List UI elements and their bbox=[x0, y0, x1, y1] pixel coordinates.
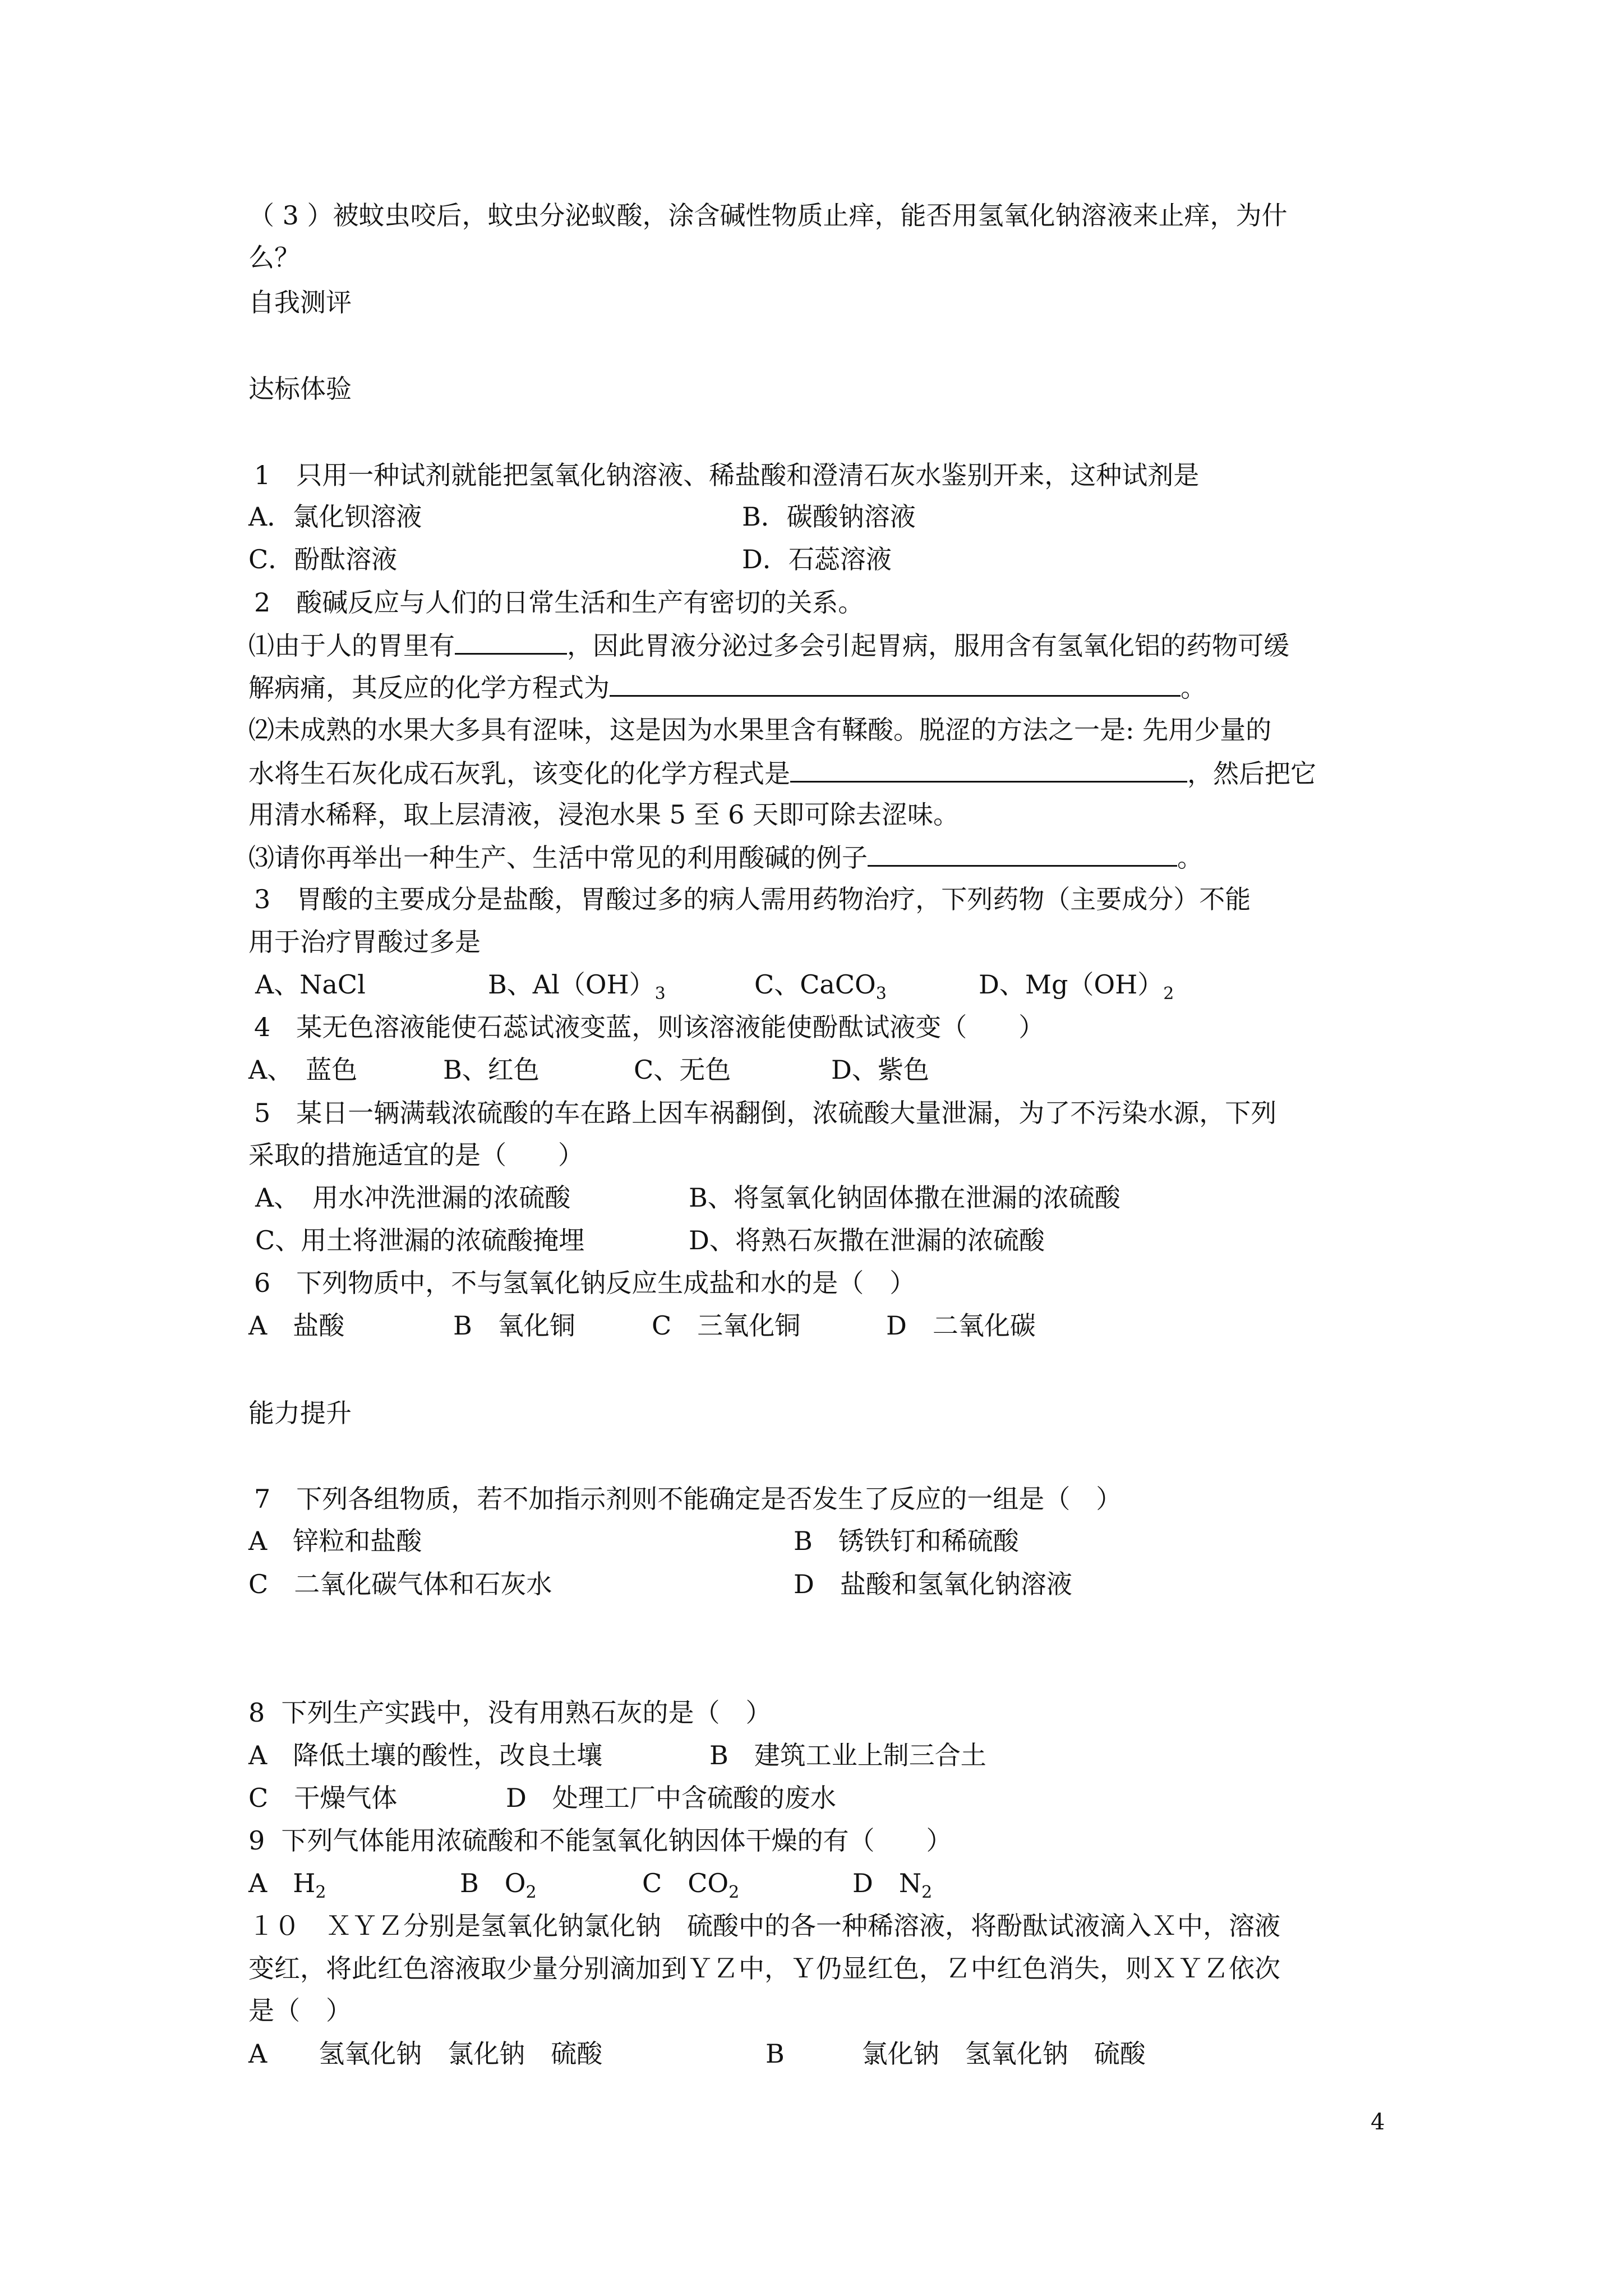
q2-part1-line2: 解病痛，其反应的化学方程式为 。 bbox=[248, 670, 1206, 704]
q6-option-c: C 三氧化铜 bbox=[652, 1310, 801, 1341]
q1-option-a: A．氯化钡溶液 bbox=[248, 501, 422, 532]
q5-stem-line2: 采取的措施适宜的是（ ） bbox=[248, 1140, 584, 1170]
heading-self-eval: 自我测评 bbox=[248, 287, 352, 318]
q2-part2-line1: ⑵未成熟的水果大多具有涩味，这是因为水果里含有鞣酸。脱涩的方法之一是: 先用少量的 bbox=[248, 715, 1272, 745]
q8-option-d: D 处理工厂中含硫酸的废水 bbox=[506, 1783, 836, 1813]
q1-stem: 1 只用一种试剂就能把氢氧化钠溶液、稀盐酸和澄清石灰水鉴别开来，这种试剂是 bbox=[254, 460, 1200, 490]
q6-option-a: A 盐酸 bbox=[248, 1310, 345, 1341]
q3-prev-line-2: 么？ bbox=[248, 242, 300, 273]
q3-stem-line2: 用于治疗胃酸过多是 bbox=[248, 927, 481, 957]
q9-option-d: D $N_2$ bbox=[852, 1868, 933, 1902]
heading-standard: 达标体验 bbox=[248, 374, 352, 404]
q4-option-c: C、无色 bbox=[634, 1055, 731, 1085]
q5-option-c: C、用土将泄漏的浓硫酸掩埋 bbox=[255, 1225, 585, 1255]
q3-option-a: A、NaCl bbox=[255, 969, 366, 1000]
q9-option-c: C $CO_2$ bbox=[642, 1868, 740, 1902]
q7-option-c: C 二氧化碳气体和石灰水 bbox=[248, 1569, 552, 1599]
q6-option-b: B 氧化铜 bbox=[453, 1310, 575, 1341]
q5-option-b: B、将氢氧化钠固体撒在泄漏的浓硫酸 bbox=[689, 1182, 1121, 1213]
q10-stem-line3: 是（ ） bbox=[248, 1995, 352, 2026]
q7-option-d: D 盐酸和氢氧化钠溶液 bbox=[794, 1569, 1072, 1599]
q2-stem: 2 酸碱反应与人们的日常生活和生产有密切的关系。 bbox=[254, 587, 864, 618]
q3-prev-line-1: （ 3 ）被蚊虫咬后，蚊虫分泌蚁酸，涂含碱性物质止痒，能否用氢氧化钠溶液来止痒，为什 bbox=[248, 200, 1288, 231]
q2-part3: ⑶请你再举出一种生产、生活中常见的利用酸碱的例子 。 bbox=[248, 840, 1203, 874]
q1-option-c: C．酚酞溶液 bbox=[248, 544, 398, 574]
q4-option-b: B、红色 bbox=[443, 1055, 540, 1085]
q9-stem: 9 下列气体能用浓硫酸和不能氢氧化钠因体干燥的有（ ） bbox=[248, 1825, 952, 1856]
q9-option-b: B $O_2$ bbox=[460, 1868, 537, 1902]
q4-option-d: D、紫色 bbox=[831, 1055, 929, 1085]
q4-option-a: A、 蓝色 bbox=[248, 1055, 358, 1085]
page-number: 4 bbox=[1371, 2109, 1385, 2135]
q8-option-a: A 降低土壤的酸性，改良土壤 bbox=[248, 1740, 603, 1770]
q9-option-a: A $H_2$ bbox=[248, 1868, 326, 1902]
q3-option-c: C、CaCO$_3$ bbox=[754, 969, 887, 1004]
q4-stem: 4 某无色溶液能使石蕊试液变蓝，则该溶液能使酚酞试液变（ ） bbox=[254, 1012, 1045, 1042]
q2-part1-line1: ⑴由于人的胃里有 ，因此胃液分泌过多会引起胃病，服用含有氢氧化铝的药物可缓 bbox=[248, 628, 1289, 662]
q1-option-d: D．石蕊溶液 bbox=[742, 544, 892, 574]
q6-option-d: D 二氧化碳 bbox=[886, 1310, 1036, 1341]
q2-part2-line3: 用清水稀释，取上层清液，浸泡水果 5 至 6 天即可除去涩味。 bbox=[248, 799, 960, 830]
q8-option-c: C 干燥气体 bbox=[248, 1783, 398, 1813]
q5-option-d: D、将熟石灰撒在泄漏的浓硫酸 bbox=[689, 1225, 1045, 1255]
q3-option-b: B、$Al(OH)_3$ bbox=[488, 969, 666, 1004]
q8-stem: 8 下列生产实践中，没有用熟石灰的是（ ） bbox=[248, 1697, 772, 1728]
q10-option-a: A 氢氧化钠 氯化钠 硫酸 bbox=[248, 2039, 603, 2069]
q8-option-b: B 建筑工业上制三合土 bbox=[709, 1740, 986, 1770]
q10-stem-line1: １０ ＸＹＺ分别是氢氧化钠氯化钠 硫酸中的各一种稀溶液，将酚酞试液滴入Ｘ中，溶液 bbox=[248, 1911, 1280, 1941]
q10-stem-line2: 变红，将此红色溶液取少量分别滴加到ＹＺ中，Ｙ仍显红色，Ｚ中红色消失，则ＸＹＺ依次 bbox=[248, 1953, 1280, 1984]
q7-stem: 7 下列各组物质，若不加指示剂则不能确定是否发生了反应的一组是（ ） bbox=[254, 1484, 1122, 1514]
q3-option-d: D、$Mg(OH)_2$ bbox=[979, 969, 1174, 1004]
q1-option-b: B．碳酸钠溶液 bbox=[742, 501, 916, 532]
q2-part2-line2: 水将生石灰化成石灰乳，该变化的化学方程式是 ，然后把它 bbox=[248, 756, 1316, 790]
q10-option-b: B 氯化钠 氢氧化钠 硫酸 bbox=[766, 2039, 1146, 2069]
heading-ability: 能力提升 bbox=[248, 1398, 352, 1428]
q3-stem-line1: 3 胃酸的主要成分是盐酸，胃酸过多的病人需用药物治疗，下列药物（主要成分）不能 bbox=[254, 884, 1251, 914]
q6-stem: 6 下列物质中，不与氢氧化钠反应生成盐和水的是（ ） bbox=[254, 1268, 916, 1298]
q5-option-a: A、 用水冲洗泄漏的浓硫酸 bbox=[255, 1182, 571, 1213]
q7-option-b: B 锈铁钉和稀硫酸 bbox=[794, 1526, 1019, 1556]
q7-option-a: A 锌粒和盐酸 bbox=[248, 1526, 422, 1556]
q5-stem-line1: 5 某日一辆满载浓硫酸的车在路上因车祸翻倒，浓硫酸大量泄漏，为了不污染水源，下列 bbox=[254, 1098, 1277, 1128]
